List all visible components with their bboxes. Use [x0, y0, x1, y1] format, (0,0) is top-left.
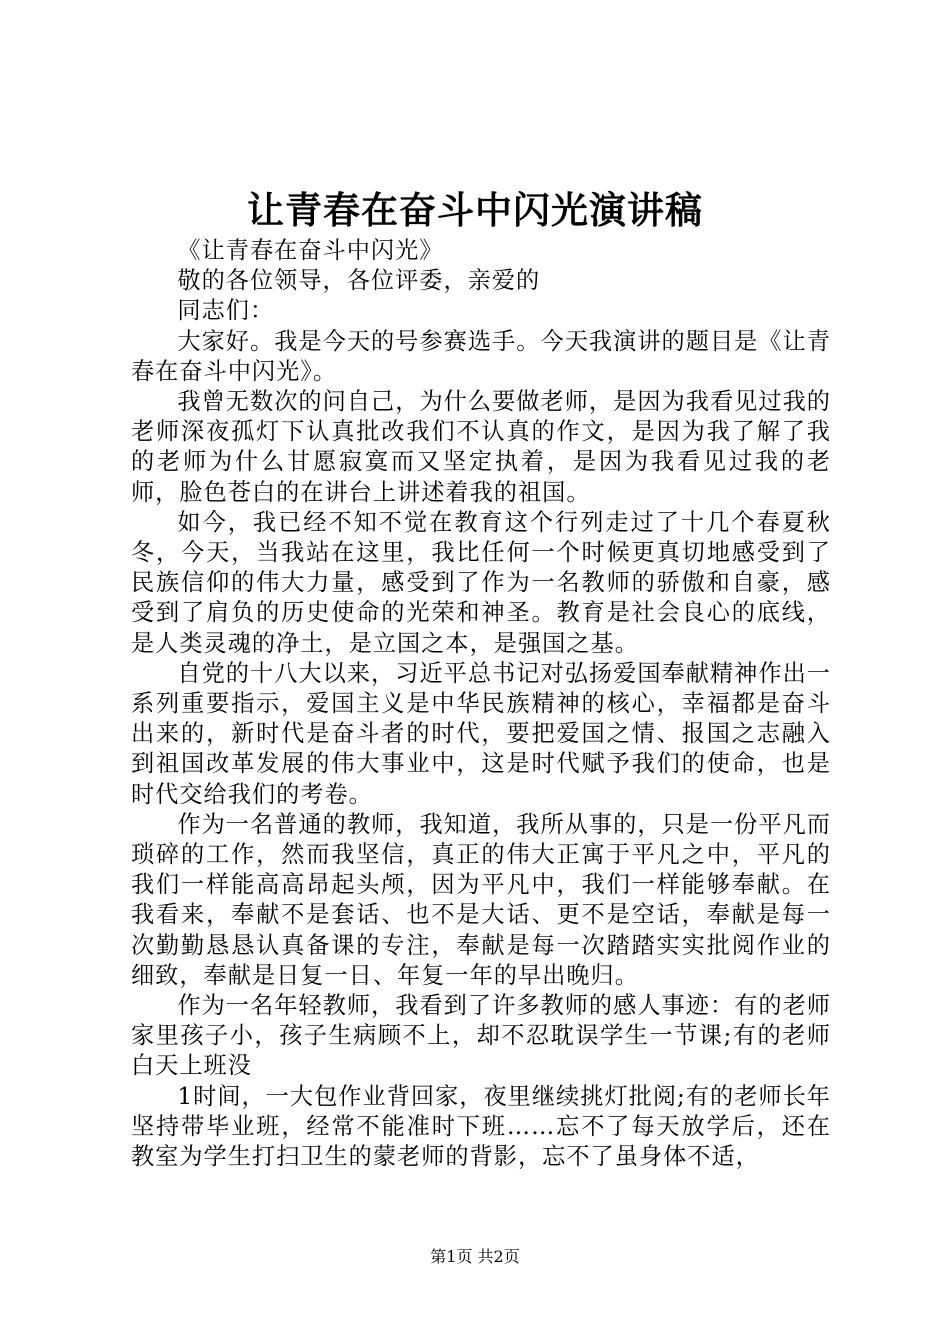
paragraph-greeting: 大家好。我是今天的号参赛选手。今天我演讲的题目是《让青春在奋斗中闪光》。	[131, 327, 831, 385]
paragraph-body: 自党的十八大以来，习近平总书记对弘扬爱国奉献精神作出一系列重要指示，爱国主义是中华民族精神的核心，幸福都是奋斗出来的，新时代是奋斗者的时代，要把爱国之情、报国之志融入到祖国改革发展的伟大事业中，这是时代赋予我们的使命，也是时代交给我们的考卷。	[131, 659, 831, 808]
document-body	[131, 236, 831, 1172]
paragraph-body: 作为一名普通的教师，我知道，我所从事的，只是一份平凡而琐碎的工作，然而我坚信，真正的伟大正寓于平凡之中，平凡的我们一样能高高昂起头颅，因为平凡中，我们一样能够奉献。在我看来，奉献不是套话、也不是大话、更不是空话，奉献是每一次勤勤恳恳认真备课的专注，奉献是每一次踏踏实实批阅作业的细致，奉献是日复一日、年复一年的早出晚归。	[131, 810, 831, 989]
paragraph-body: 作为一名年轻教师，我看到了许多教师的感人事迹：有的老师家里孩子小，孩子生病顾不上，却不忍耽误学生一节课;有的老师白天上班没	[131, 992, 831, 1080]
paragraph-body: 如今，我已经不知不觉在教育这个行列走过了十几个春夏秋冬，今天，当我站在这里，我比任何一个时候更真切地感受到了民族信仰的伟大力量，感受到了作为一名教师的骄傲和自豪，感受到了肩负的历史使命的光荣和神圣。教育是社会良心的底线，是人类灵魂的净土，是立国之本，是强国之基。	[131, 508, 831, 657]
paragraph-subtitle: 《让青春在奋斗中闪光》	[177, 237, 444, 264]
paragraph-salutation: 敬的各位领导，各位评委，亲爱的	[177, 267, 541, 295]
paragraph-body: 1时间，一大包作业背回家，夜里继续挑灯批阅;有的老师长年坚持带毕业班，经常不能准时下班……忘不了每天放学后，还在教室为学生打扫卫生的蒙老师的背影，忘不了虽身体不适，	[131, 1082, 831, 1171]
paragraph-body: 我曾无数次的问自己，为什么要做老师，是因为我看见过我的老师深夜孤灯下认真批改我们不认真的作文，是因为我了解了我的老师为什么甘愿寂寞而又坚定执着，是因为我看见过我的老师，脸色苍白的在讲台上讲述着我的祖国。	[131, 388, 831, 506]
document-title: 让青春在奋斗中闪光演讲稿	[247, 188, 703, 232]
paragraph-salutation-cont: 同志们：	[177, 297, 275, 325]
page-footer: 第1页 共2页	[430, 1247, 520, 1266]
